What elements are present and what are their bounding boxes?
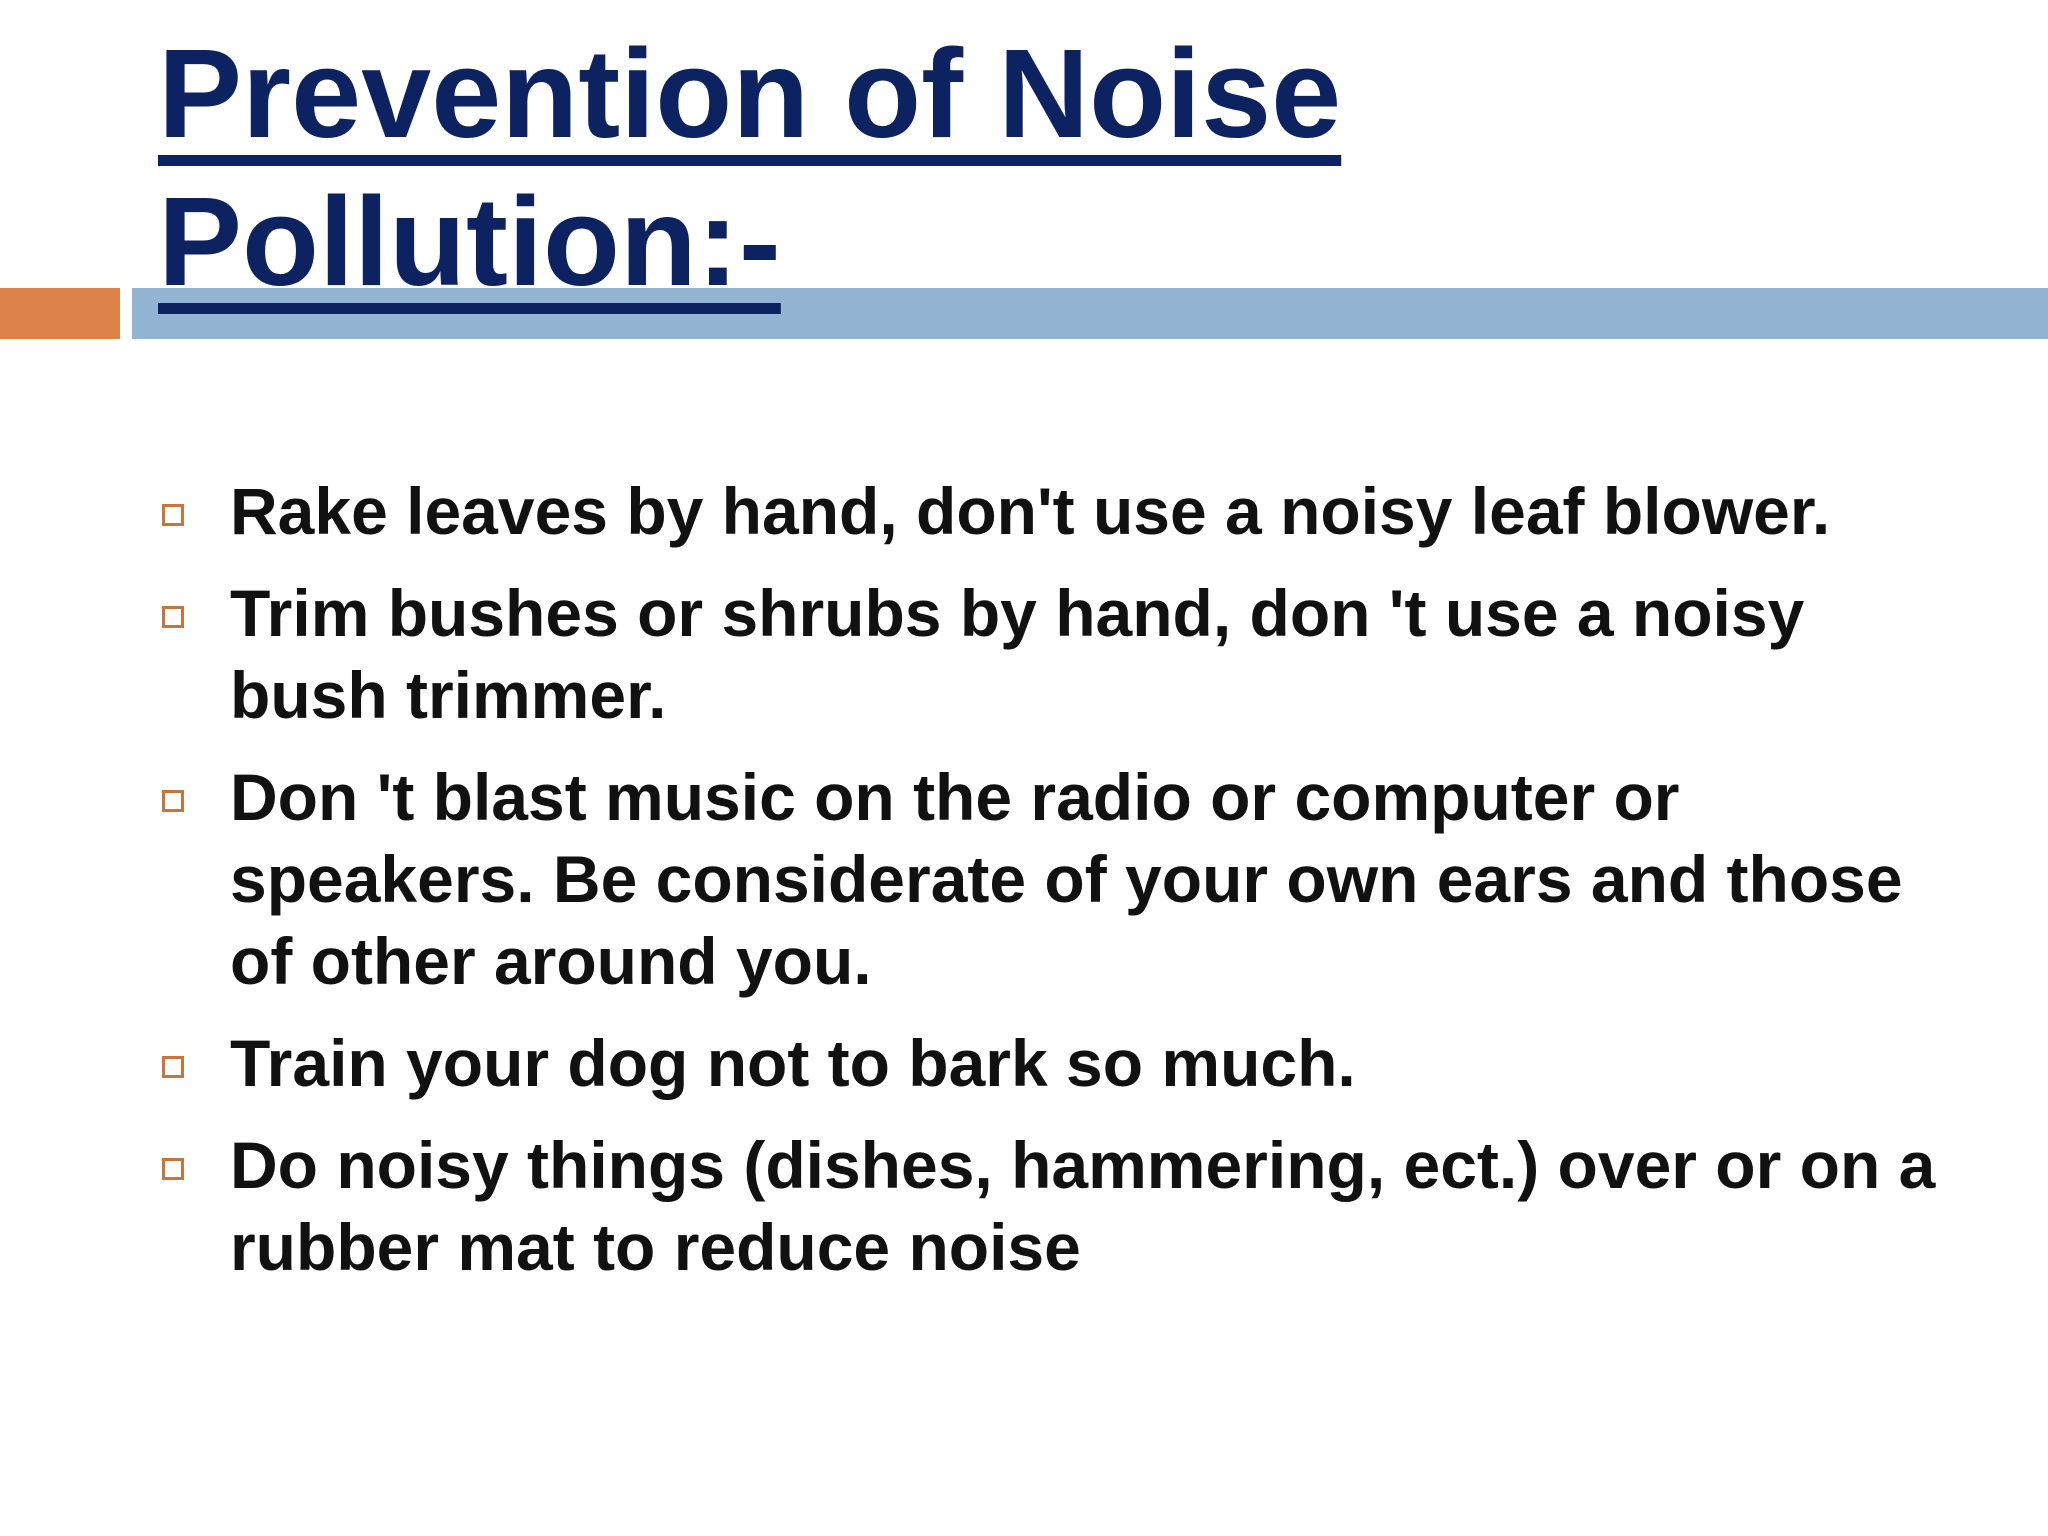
bullet-text: Rake leaves by hand, don't use a noisy leaf blower. xyxy=(230,474,1831,548)
bullet-item xyxy=(158,572,1958,736)
bullet-item xyxy=(158,756,1958,1002)
bullet-list xyxy=(158,470,1958,1308)
bullet-item xyxy=(158,1022,1958,1104)
hollow-square-icon xyxy=(162,790,184,812)
slide-title: Prevention of Noise Pollution:- xyxy=(158,23,1342,312)
bullet-text: Trim bushes or shrubs by hand, don 't use a noisy bush trimmer. xyxy=(230,576,1805,732)
hollow-square-icon xyxy=(162,1056,184,1078)
bullet-text: Do noisy things (dishes, hammering, ect.) over or on a rubber mat to reduce noise xyxy=(230,1128,1936,1284)
accent-bar-orange xyxy=(0,288,120,339)
bullet-text: Don 't blast music on the radio or computer or speakers. Be considerate of your own ears and those of other around you. xyxy=(230,760,1903,998)
bullet-item xyxy=(158,470,1958,552)
bullet-item xyxy=(158,1124,1958,1288)
hollow-square-icon xyxy=(162,504,184,526)
hollow-square-icon xyxy=(162,606,184,628)
bullet-text: Train your dog not to bark so much. xyxy=(230,1026,1356,1100)
hollow-square-icon xyxy=(162,1158,184,1180)
